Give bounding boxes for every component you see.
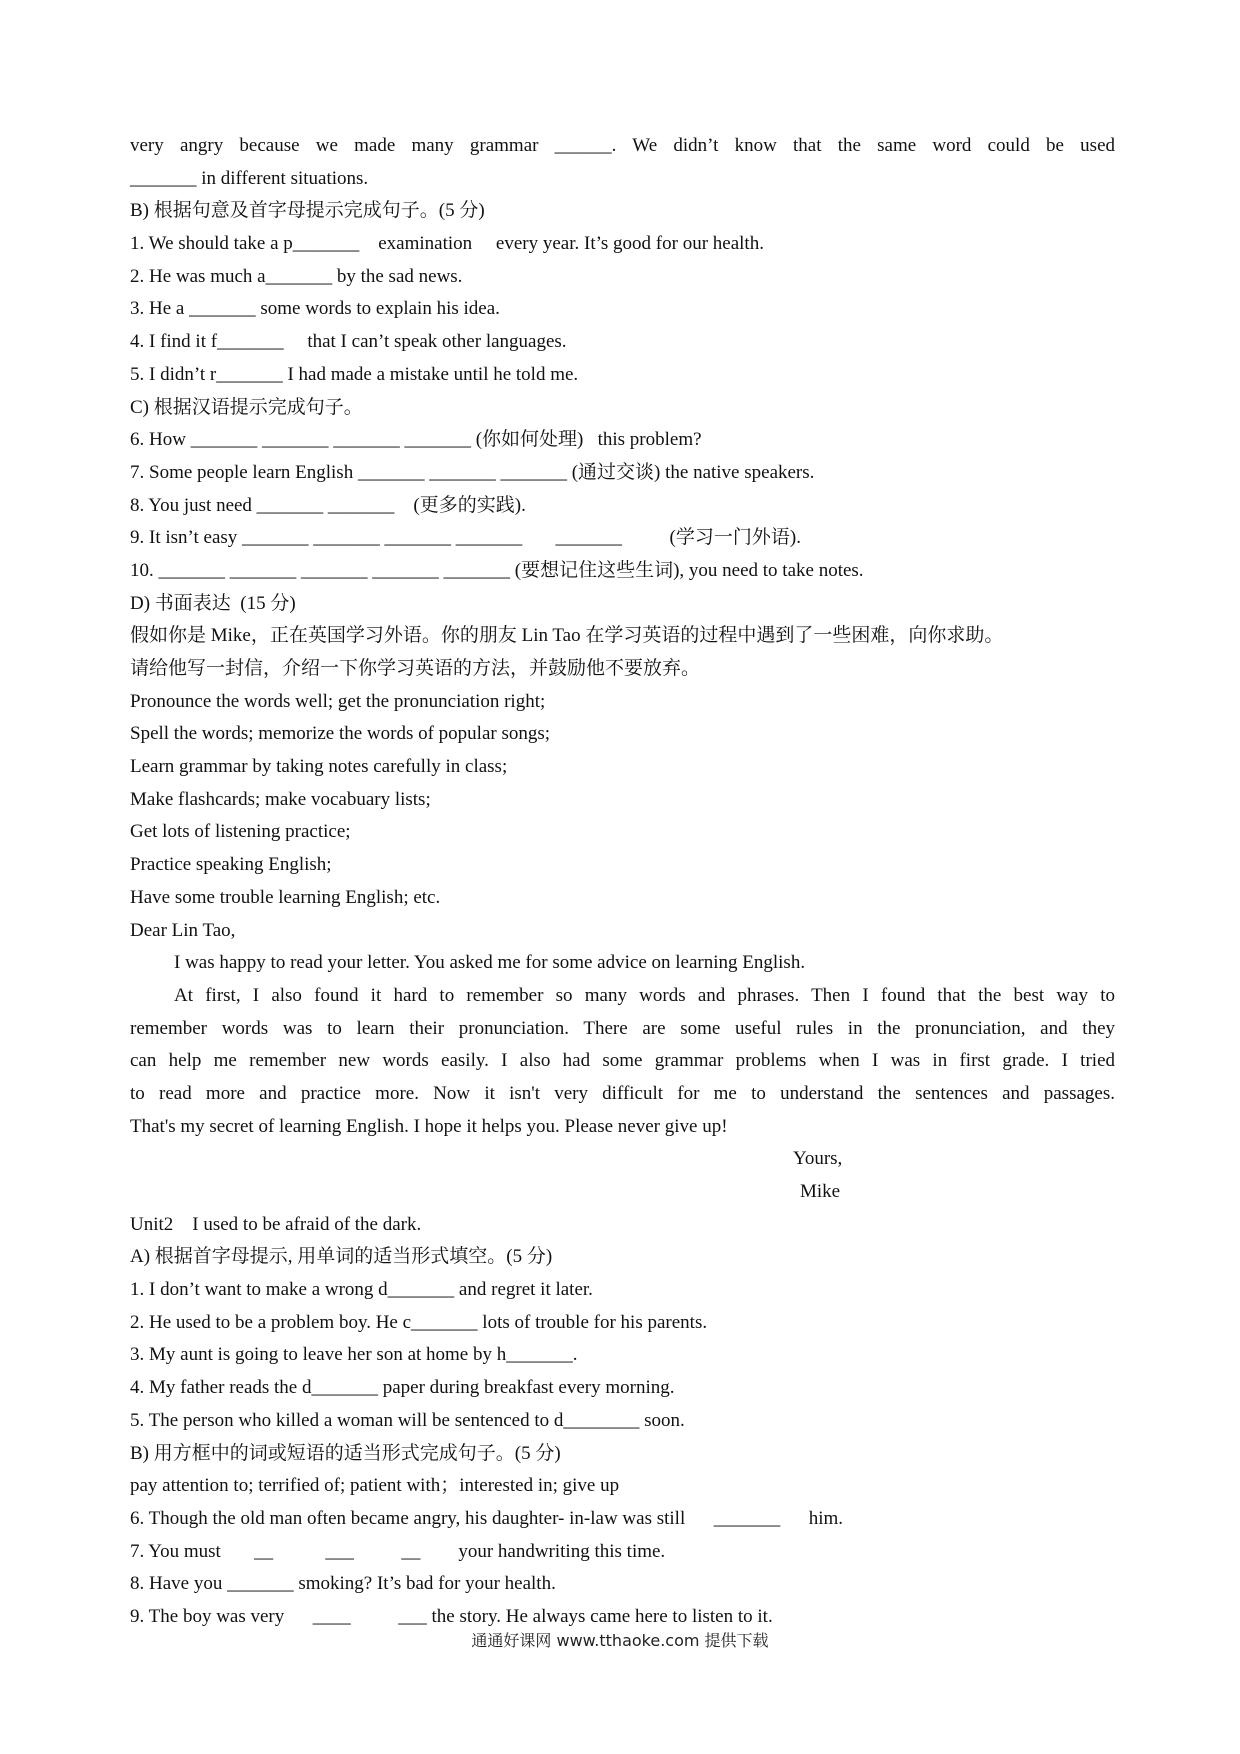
exercise-item: 4. My father reads the d_______ paper during breakfast every morning. [130,1377,675,1399]
text-line: very angry because we made many grammar ______. We didn’t know that the same word could be used [130,135,1115,156]
letter-paragraph: At first, I also found it hard to remember so many words and phrases. Then I found that the best way to [174,984,1115,1006]
letter-paragraph: That's my secret of learning English. I hope it helps you. Please never give up! [130,1115,728,1137]
section-heading: C) 根据汉语提示完成句子。 [130,396,363,418]
exercise-item: 2. He used to be a problem boy. He c_______ lots of trouble for his parents. [130,1311,708,1333]
task-instruction: 假如你是 Mike，正在英国学习外语。你的朋友 Lin Tao 在学习英语的过程中遇到了一些困难，向你求助。 [130,625,1004,647]
exercise-item: 4. I find it f_______ that I can’t speak other languages. [130,331,567,353]
hint-line: Pronounce the words well; get the pronunciation right; [130,690,546,712]
letter-paragraph: can help me remember new words easily. I also had some grammar problems when I was in first grade. I tried [130,1050,1115,1072]
letter-signature: Mike [800,1181,841,1202]
exercise-item: 1. I don’t want to make a wrong d_______ and regret it later. [130,1279,593,1301]
exercise-item: 3. My aunt is going to leave her son at home by h_______. [130,1344,578,1366]
exercise-item: 7. Some people learn English _______ _______ _______ (通过交谈) the native speakers. [130,461,815,483]
task-instruction: 请给他写一封信，介绍一下你学习英语的方法，并鼓励他不要放弃。 [130,658,701,679]
section-heading: A) 根据首字母提示, 用单词的适当形式填空。(5 分) [130,1246,553,1268]
hint-line: Make flashcards; make vocabuary lists; [130,788,431,810]
exercise-item: 10. _______ _______ _______ _______ _______ (要想记住这些生词), you need to take notes. [130,559,864,581]
exercise-item: 5. The person who killed a woman will be sentenced to d________ soon. [130,1409,685,1431]
exercise-item: 2. He was much a_______ by the sad news. [130,265,463,287]
exercise-item: 9. It isn’t easy _______ _______ _______ _______ _______ (学习一门外语). [130,527,801,549]
letter-salutation: Dear Lin Tao, [130,919,236,941]
section-heading: B) 根据句意及首字母提示完成句子。(5 分) [130,200,485,222]
exercise-item: 3. He a _______ some words to explain his idea. [130,298,500,320]
hint-line: Practice speaking English; [130,854,332,876]
document-page [130,130,1115,1634]
text-line: _______ in different situations. [130,167,369,189]
hint-line: Get lots of listening practice; [130,821,351,843]
exercise-item: 7. You must __ ___ __ your handwriting this time. [130,1540,666,1562]
section-heading: D) 书面表达 (15 分) [130,592,296,614]
exercise-item: 9. The boy was very ____ ___ the story. He always came here to listen to it. [130,1605,773,1627]
exercise-item: 8. Have you _______ smoking? It’s bad for your health. [130,1573,556,1595]
exercise-item: 6. Though the old man often became angry, his daughter- in-law was still _______ him. [130,1507,844,1529]
page-footer: 通通好课网 www.tthaoke.com 提供下载 [471,1631,769,1650]
unit-title: Unit2 I used to be afraid of the dark. [130,1213,422,1235]
word-bank: pay attention to; terrified of; patient with；interested in; give up [130,1475,620,1497]
letter-paragraph: to read more and practice more. Now it isn't very difficult for me to understand the sentences and passages. [130,1082,1115,1104]
letter-closing: Yours, [793,1148,843,1170]
section-heading: B) 用方框中的词或短语的适当形式完成句子。(5 分) [130,1442,561,1464]
letter-paragraph: remember words was to learn their pronunciation. There are some useful rules in the pronunciation, and they [130,1017,1115,1039]
exercise-item: 1. We should take a p_______ examination every year. It’s good for our health. [130,233,764,255]
exercise-item: 8. You just need _______ _______ (更多的实践). [130,494,526,516]
exercise-item: 5. I didn’t r_______ I had made a mistake until he told me. [130,363,579,385]
hint-line: Have some trouble learning English; etc. [130,886,441,908]
hint-line: Learn grammar by taking notes carefully in class; [130,756,508,778]
exercise-item: 6. How _______ _______ _______ _______ (你如何处理) this problem? [130,429,702,451]
hint-line: Spell the words; memorize the words of popular songs; [130,723,551,745]
letter-paragraph: I was happy to read your letter. You asked me for some advice on learning English. [174,952,806,974]
